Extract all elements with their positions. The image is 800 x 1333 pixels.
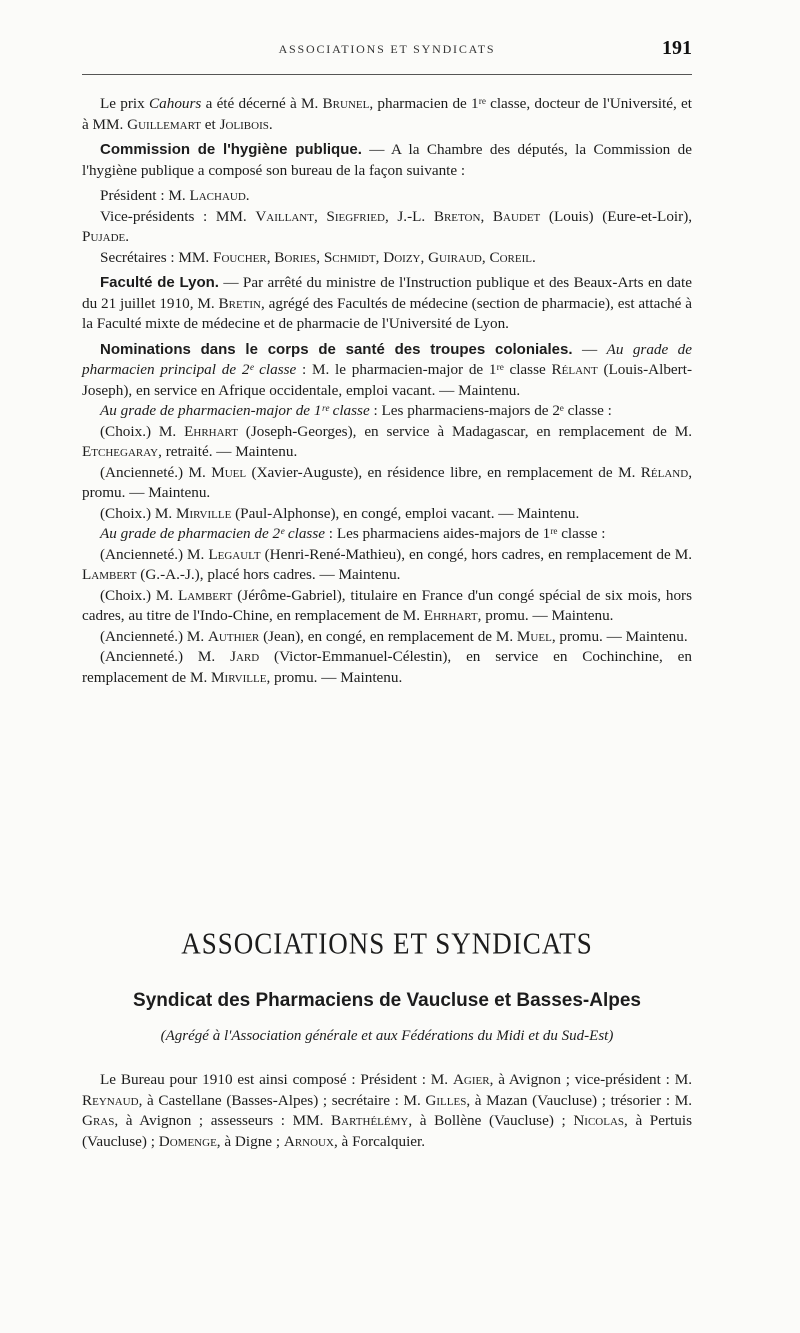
person-name: Guillemart xyxy=(127,115,201,133)
person-name: Jolibois xyxy=(219,115,269,133)
nomination-entry: (Choix.) M. Mirville (Paul-Alphonse), en congé, emploi vacant. — Maintenu. xyxy=(100,504,580,522)
person-name: Brunel xyxy=(322,95,370,112)
article-body xyxy=(82,94,692,688)
bureau-paragraph: Le Bureau pour 1910 est ainsi composé : Président : M. Agier, à Avignon ; vice-président : M. Reynaud, à Castellane (Basses-Alpes) ; secrétaire : M. Gilles, à Mazan (Vaucluse) ; trésorier : M. Gras, à Avignon ; assesseurs : MM. Barthélémy, à Bollène (Vaucluse) ; Nicolas, à Pertuis (Vaucluse) ; Domenge, à Digne ; Arnoux, à Forcalquier. xyxy=(82,1071,692,1150)
section-title: ASSOCIATIONS ET SYNDICATS xyxy=(181,925,593,961)
section-heading: Faculté de Lyon. xyxy=(100,274,219,291)
nomination-entry: (Ancienneté.) M. Legault (Henri-René-Mathieu), en congé, hors cadres, en remplacement de M. Lambert (G.-A.-J.), placé hors cadres. — Maintenu. xyxy=(82,545,692,583)
hygiene-secretaries: Secrétaires : MM. Foucher, Bories, Schmidt, Doizy, Guiraud, Coreil. xyxy=(100,248,536,266)
header-rule xyxy=(82,74,692,75)
nomination-entry: (Ancienneté.) M. Authier (Jean), en congé, en remplacement de M. Muel, promu. — Maintenu. xyxy=(100,627,688,645)
syndicate-title: Syndicat des Pharmaciens de Vaucluse et Basses-Alpes xyxy=(133,990,641,1011)
section-heading: Commission de l'hygiène publique. xyxy=(100,141,362,158)
hygiene-president: Président : M. Lachaud. xyxy=(100,187,250,204)
hygiene-vice-presidents: Vice-présidents : MM. Vaillant, Siegfried, J.-L. Breton, Baudet (Louis) (Eure-et-Loir), Pujade. xyxy=(82,207,693,245)
hygiene-paragraph: Commission de l'hygiène publique. — A la Chambre des députés, la Commission de l'hygiène publique a composé son bureau de la façon suivante : xyxy=(82,141,692,179)
nomination-entry: (Ancienneté.) M. Jard (Victor-Emmanuel-Célestin), en service en Cochinchine, en remplacement de M. Mirville, promu. — Maintenu. xyxy=(82,648,692,686)
lyon-paragraph: Faculté de Lyon. — Par arrêté du ministre de l'Instruction publique et des Beaux-Arts en date du 21 juillet 1910, M. Bretin, agrégé des Facultés de médecine (section de pharmacie), est attaché à la Faculté mixte de médecine et de pharmacie de l'Université de Lyon. xyxy=(82,274,692,332)
nomination-entry: (Ancienneté.) M. Muel (Xavier-Auguste), en résidence libre, en remplacement de M. Réland, promu. — Maintenu. xyxy=(82,463,692,501)
affiliation-note: (Agrégé à l'Association générale et aux Fédérations du Midi et du Sud-Est) xyxy=(160,1028,614,1044)
page-number: 191 xyxy=(662,37,692,59)
grade-paragraph: Au grade de pharmacien-major de 1ʳᵉ classe : Les pharmaciens-majors de 2ᵉ classe : xyxy=(100,402,612,419)
grade-paragraph: Au grade de pharmacien de 2ᵉ classe : Les pharmaciens aides-majors de 1ʳᵉ classe : xyxy=(100,525,606,542)
section-heading: Nominations dans le corps de santé des troupes coloniales. xyxy=(100,340,573,358)
section-title-block xyxy=(82,925,692,961)
page-header xyxy=(82,37,692,70)
nominations-paragraph: Nominations dans le corps de santé des troupes coloniales. — Au grade de pharmacien principal de 2ᵉ classe : M. le pharmacien-major de 1ʳᵉ classe Rélant (Louis-Albert-Joseph), en service en Afrique occidentale, emploi vacant. — Maintenu. xyxy=(82,340,693,399)
running-head: ASSOCIATIONS ET SYNDICATS xyxy=(278,42,496,56)
nomination-entry: (Choix.) M. Lambert (Jérôme-Gabriel), titulaire en France d'un congé spécial de six mois, hors cadres, au titre de l'Indo-Chine, en remplacement de M. Ehrhart, promu. — Maintenu. xyxy=(82,586,693,624)
prize-paragraph: Le prix Cahours a été décerné à M. Brunel, pharmacien de 1ʳᵉ classe, docteur de l'Université, et à MM. Guillemart et Jolibois. xyxy=(82,95,693,133)
bureau-body xyxy=(82,1070,692,1152)
nomination-entry: (Choix.) M. Ehrhart (Joseph-Georges), en service à Madagascar, en remplacement de M. Etchegaray, retraité. — Maintenu. xyxy=(82,422,693,460)
